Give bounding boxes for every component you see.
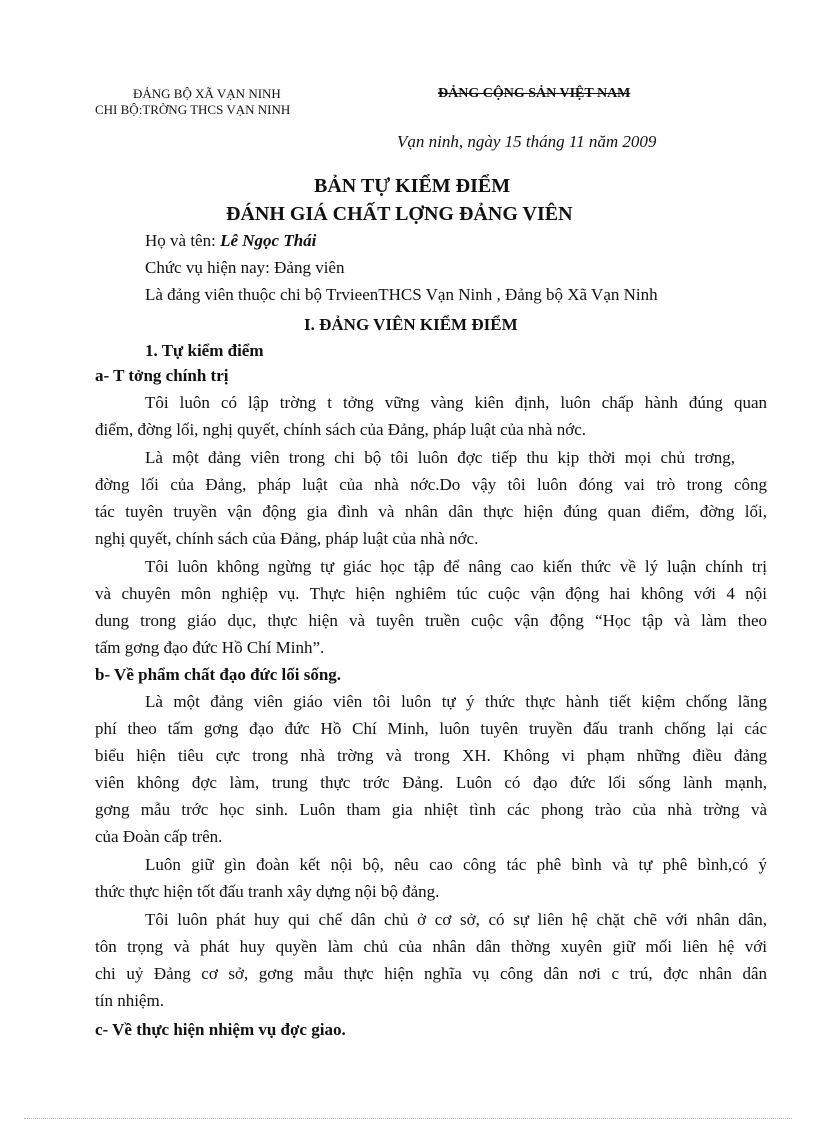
member-name-value: Lê Ngọc Thái — [220, 231, 317, 250]
body-line: thức thực hiện tốt đấu tranh xây dựng nội bộ đảng. — [95, 882, 440, 901]
body-line: điểm, đờng lối, nghị quyết, chính sách của Đảng, pháp luật của nhà nớc. — [95, 420, 587, 439]
body-line: viên không đợc làm, trung thực trớc Đảng. Luôn có đạo đức lối sống lành mạnh, — [95, 773, 767, 792]
heading-tasks: c- Về thực hiện nhiệm vụ đợc giao. — [95, 1020, 346, 1039]
document-title: BẢN TỰ KIỂM ĐIỂM — [314, 175, 511, 197]
body-line: tác tuyên truyền vận động gia đình và nhân dân thực hiện đúng quan điểm, đờng lối, — [95, 502, 767, 521]
party-cell-name: CHI BỘ:TRỜNG THCS VẠN NINH — [95, 102, 291, 117]
heading-politics: a- T tởng chính trị — [95, 366, 229, 385]
body-line: chi uỷ Đảng cơ sở, gơng mẫu thực hiện nghĩa vụ công dân nơi c trú, đợc nhân dân — [95, 964, 767, 983]
body-line: Luôn giữ gìn đoàn kết nội bộ, nêu cao công tác phê bình và tự phê bình,có ý — [145, 855, 767, 874]
body-line: Tôi luôn có lập trờng t tởng vững vàng kiên định, luôn chấp hành đúng quan — [145, 393, 767, 412]
section-title: I. ĐẢNG VIÊN KIỂM ĐIỂM — [304, 315, 518, 334]
member-name-line — [145, 231, 316, 251]
member-position: Chức vụ hiện nay: Đảng viên — [145, 258, 345, 277]
body-line: biểu hiện tiêu cực trong nhà trờng và trong XH. Không vi phạm những điều đảng — [95, 746, 767, 765]
page-footer-divider — [24, 1118, 792, 1119]
body-line: dung trong giáo dục, thực hiện và tuyên truền cuộc vận động “Học tập và làm theo — [95, 611, 767, 630]
document-subtitle: ĐÁNH GIÁ CHẤT LỢNG ĐẢNG VIÊN — [226, 203, 573, 225]
body-line: tôn trọng và phát huy quyền làm chủ của nhân dân thờng xuyên giữ mối liên hệ với — [95, 937, 767, 956]
body-line: Là một đảng viên giáo viên tôi luôn tự ý thức thực hành tiết kiệm chống lãng — [145, 692, 767, 711]
body-line: nghị quyết, chính sách của Đảng, pháp luật của nhà nớc. — [95, 529, 479, 548]
heading-ethics: b- Về phẩm chất đạo đức lối sống. — [95, 665, 342, 684]
body-line: tấm gơng đạo đức Hồ Chí Minh”. — [95, 638, 325, 657]
body-line: Là một đảng viên trong chi bộ tôi luôn đợc tiếp thu kịp thời mọi chủ trơng, — [145, 448, 735, 467]
body-line: Tôi luôn không ngừng tự giác học tập để nâng cao kiến thức về lý luận chính trị — [145, 557, 767, 576]
body-line: của Đoàn cấp trên. — [95, 827, 223, 846]
body-line: đờng lối của Đảng, pháp luật của nhà nớc.Do vậy tôi luôn đóng vai trò trong công — [95, 475, 767, 494]
body-line: phí theo tấm gơng đạo đức Hồ Chí Minh, luôn tuyên truyền đấu tranh chống lại các — [95, 719, 767, 738]
body-line: và chuyên môn nghiệp vụ. Thực hiện nghiêm túc cuộc vận động hai không với 4 nội — [95, 584, 767, 603]
body-line: Tôi luôn phát huy qui chế dân chủ ở cơ sở, có sự liên hệ chặt chẽ với nhân dân, — [145, 910, 767, 929]
member-name-label: Họ và tên: — [145, 231, 221, 250]
subsection-title: 1. Tự kiểm điểm — [145, 341, 264, 360]
body-line: gơng mẫu trớc học sinh. Luôn tham gia nhiệt tình các phong trào của nhà trờng và — [95, 800, 767, 819]
party-committee-name: ĐẢNG BỘ XÃ VẠN NINH — [133, 86, 281, 101]
document-date: Vạn ninh, ngày 15 tháng 11 năm 2009 — [397, 132, 657, 151]
party-name: ĐẢNG CỘNG SẢN VIỆT NAM — [438, 86, 631, 101]
member-of: Là đảng viên thuộc chi bộ TrvieenTHCS Vạn Ninh , Đảng bộ Xã Vạn Ninh — [145, 285, 658, 304]
body-line: tín nhiệm. — [95, 991, 164, 1010]
